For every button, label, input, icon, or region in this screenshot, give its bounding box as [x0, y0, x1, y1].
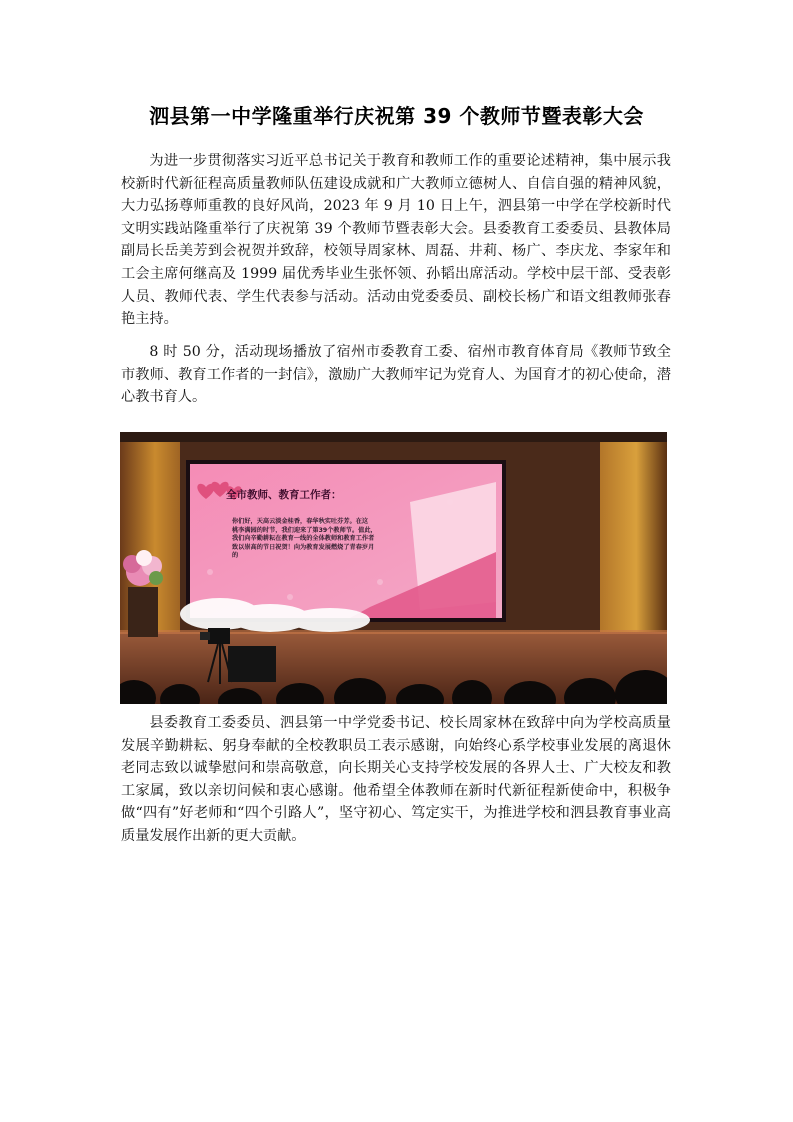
- event-photo-scene: [120, 432, 667, 704]
- screen-heading: 全市教师、教育工作者：: [226, 489, 342, 501]
- screen-line: 我们向辛勤耕耘在教育一线的全体教师和教育工作者: [232, 535, 375, 543]
- article-paragraph: 县委教育工委委员、泗县第一中学党委书记、校长周家林在致辞中向为学校高质量发展辛勤耕耘、躬身奉献的全校教职员工表示感谢，向始终心系学校事业发展的离退休老同志致以诚挚慰问和崇高敬意，向长期关心支持学校发展的各界人士、广大校友和教工家属，致以亲切问候和衷心感谢。他希望全体教师在新时代新征程新使命中，积极争做“四有”好老师和“四个引路人”，坚守初心、笃定实干，为推进学校和泗县教育事业高质量发展作出新的更大贡献。: [121, 715, 671, 844]
- screen-line: 的: [232, 552, 239, 560]
- article-paragraph: 8 时 50 分，活动现场播放了宿州市委教育工委、宿州市教育体育局《教师节致全市教师、教育工作者的一封信》，激励广大教师牢记为党育人、为国育才的初心使命，潜心教书育人。: [121, 344, 671, 406]
- screen-line: 致以崇高的节日祝贺！向为教育发展燃烧了青春岁月: [232, 543, 375, 551]
- article-paragraph: 为进一步贯彻落实习近平总书记关于教育和教师工作的重要论述精神，集中展示我校新时代新征程高质量教师队伍建设成就和广大教师立德树人、自信自强的精神风貌，大力弘扬尊师重教的良好风尚，2023 年 9 月 10 日上午，泗县第一中学在学校新时代文明实践站隆重举行了庆祝第 39 个教师节暨表彰大会。县委教育工委委员、县教体局副局长岳美芳到会祝贺并致辞，校领导周家林、周磊、井莉、杨广、李庆龙、李家年和工会主席何继高及 1999 届优秀毕业生张怀领、孙韬出席活动。学校中层干部、受表彰人员、教师代表、学生代表参与活动。活动由党委委员、副校长杨广和语文组教师张春艳主持。: [121, 153, 671, 328]
- flower-stand: [128, 587, 158, 637]
- article-title: 泗县第一中学隆重举行庆祝第 39 个教师节暨表彰大会: [149, 104, 644, 128]
- right-curtain: [590, 442, 667, 632]
- screen-line: 你们好，天高云淡金桂香，春华秋实吐芬芳。在这: [232, 518, 369, 525]
- screen-letter-text: [232, 518, 432, 561]
- event-photo: [120, 432, 667, 704]
- screen-line: 桃李满园的时节，我们迎来了第39个教师节。值此，: [232, 526, 377, 534]
- stage-monitor: [228, 646, 276, 682]
